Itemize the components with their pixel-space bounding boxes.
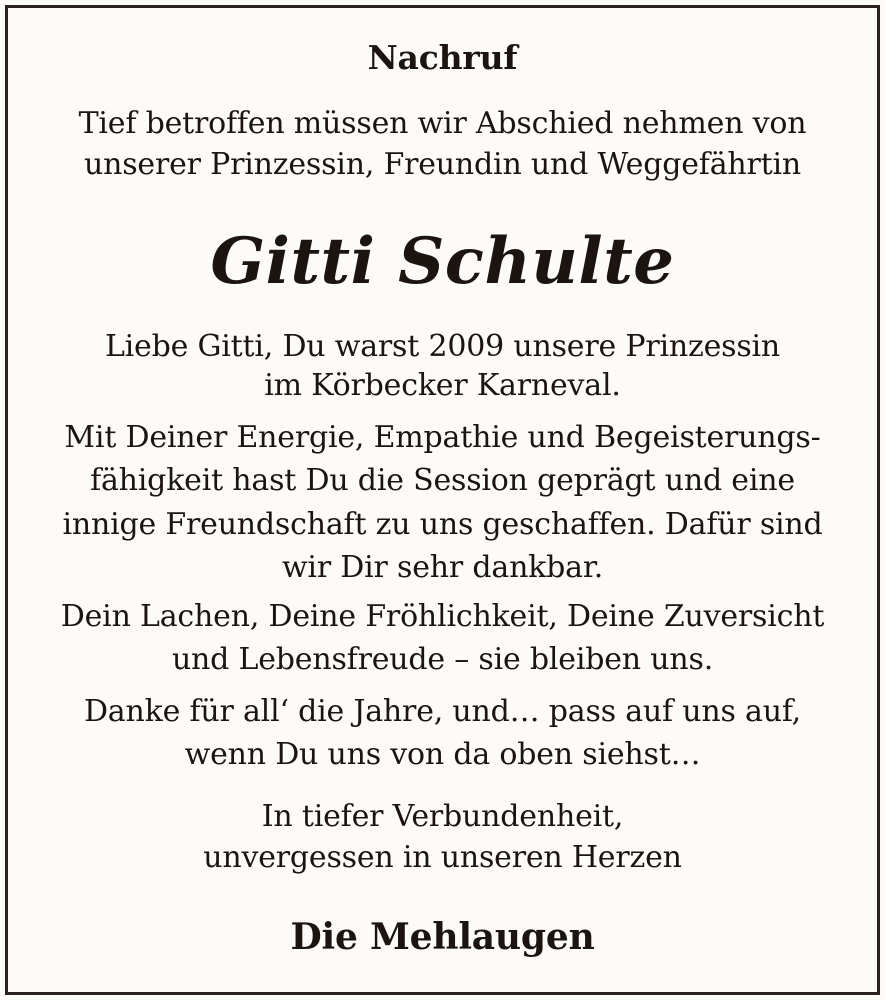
paragraph-2-line-2: fähigkeit hast Du die Session geprägt und eine — [90, 463, 795, 498]
paragraph-1-line-1: Liebe Gitti, Du warst 2009 unsere Prinzessin — [104, 329, 781, 364]
paragraph-4-line-1: Danke für all‘ die Jahre, und… pass auf uns auf, — [83, 694, 802, 729]
paragraph-4-line-2: wenn Du uns von da oben siehst… — [184, 737, 701, 772]
paragraph-3-line-1: Dein Lachen, Deine Fröhlichkeit, Deine Zuversicht — [60, 599, 825, 634]
paragraph-2-line-4: wir Dir sehr dankbar. — [281, 550, 604, 585]
closing-line-1: In tiefer Verbundenheit, — [261, 799, 624, 834]
deceased-name: Gitti Schulte — [210, 224, 675, 299]
intro-line-1: Tief betroffen müssen wir Abschied nehmen von — [78, 106, 807, 141]
paragraph-2-line-3: innige Freundschaft zu uns geschaffen. Dafür sind — [62, 507, 823, 542]
signature: Die Mehlaugen — [290, 916, 595, 958]
intro-line-2: unserer Prinzessin, Freundin und Weggefährtin — [83, 147, 802, 182]
paragraph-1-line-2: im Körbecker Karneval. — [264, 368, 621, 403]
closing-line-2: unvergessen in unseren Herzen — [203, 840, 682, 875]
paragraph-2-line-1: Mit Deiner Energie, Empathie und Begeisterungs- — [64, 420, 821, 455]
paragraph-3-line-2: und Lebensfreude – sie bleiben uns. — [171, 642, 714, 677]
notice-heading: Nachruf — [367, 38, 518, 77]
